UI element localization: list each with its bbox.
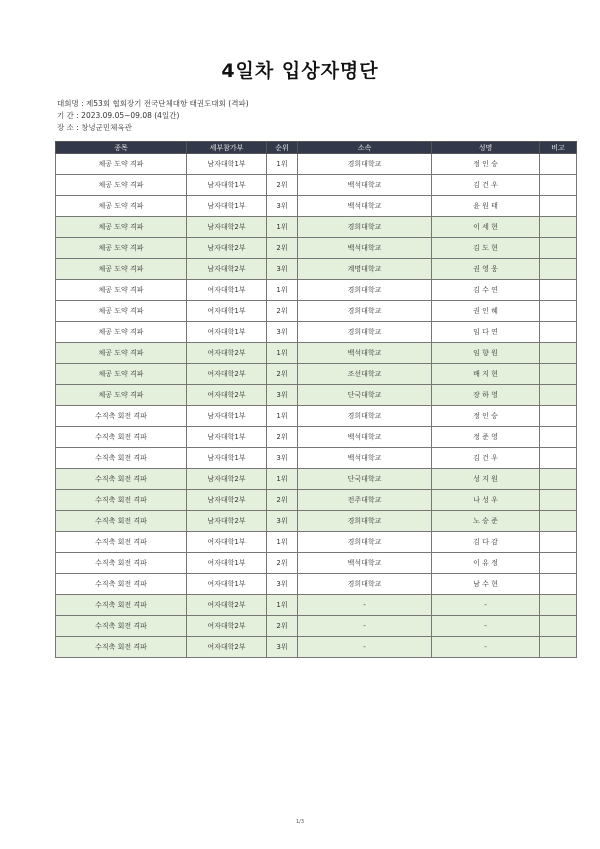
cell-team: 경희대학교 [298,574,432,595]
cell-event: 수직축 회전 격파 [56,553,187,574]
page-number: 1/3 [295,819,305,825]
cell-division: 여자대학1부 [187,532,267,553]
cell-name: 김 건 우 [432,448,540,469]
cell-name: 이 세 현 [432,217,540,238]
cell-note [540,364,577,385]
cell-division: 남자대학1부 [187,154,267,175]
cell-team: 경희대학교 [298,301,432,322]
cell-division: 남자대학2부 [187,490,267,511]
cell-team: 경희대학교 [298,217,432,238]
cell-note [540,280,577,301]
cell-note [540,301,577,322]
cell-rank: 2위 [267,427,298,448]
cell-rank: 1위 [267,406,298,427]
cell-team: 백석대학교 [298,196,432,217]
cell-note [540,469,577,490]
cell-note [540,553,577,574]
cell-name: - [432,637,540,658]
cell-division: 남자대학2부 [187,259,267,280]
cell-team: - [298,637,432,658]
cell-event: 체공 도약 격파 [56,385,187,406]
cell-event: 수직축 회전 격파 [56,511,187,532]
cell-event: 체공 도약 격파 [56,343,187,364]
cell-event: 체공 도약 격파 [56,154,187,175]
page-title: 4일차 입상자명단 [221,60,379,82]
cell-team: - [298,595,432,616]
table-row [56,280,577,301]
cell-note [540,259,577,280]
cell-event: 수직축 회전 격파 [56,595,187,616]
table-row [56,553,577,574]
cell-event: 체공 도약 격파 [56,217,187,238]
cell-name: 남 수 현 [432,574,540,595]
table-row [56,406,577,427]
cell-team: 경희대학교 [298,532,432,553]
cell-rank: 1위 [267,595,298,616]
cell-note [540,238,577,259]
cell-rank: 2위 [267,490,298,511]
table-row [56,301,577,322]
cell-event: 체공 도약 격파 [56,238,187,259]
table-row [56,490,577,511]
cell-event: 체공 도약 격파 [56,196,187,217]
cell-rank: 3위 [267,448,298,469]
cell-division: 여자대학1부 [187,553,267,574]
cell-note [540,385,577,406]
cell-name: 김 다 감 [432,532,540,553]
table-row [56,637,577,658]
table-row [56,385,577,406]
event-name: 대회명 : 제53회 협회장기 전국단체대항 태권도대회 (격파) [57,99,249,108]
cell-division: 여자대학1부 [187,322,267,343]
cell-name: 정 인 승 [432,154,540,175]
cell-division: 남자대학1부 [187,196,267,217]
header-team: 소속 [298,142,432,154]
cell-name: 배 지 현 [432,364,540,385]
cell-event: 체공 도약 격파 [56,175,187,196]
table-row [56,532,577,553]
cell-event: 수직축 회전 격파 [56,427,187,448]
cell-team: 백석대학교 [298,343,432,364]
cell-event: 수직축 회전 격파 [56,616,187,637]
table-row [56,238,577,259]
cell-note [540,343,577,364]
cell-team: - [298,616,432,637]
table-row [56,511,577,532]
cell-event: 체공 도약 격파 [56,280,187,301]
cell-name: 노 승 준 [432,511,540,532]
cell-rank: 3위 [267,322,298,343]
cell-rank: 2위 [267,364,298,385]
table-row [56,322,577,343]
cell-name: 윤 원 태 [432,196,540,217]
cell-event: 수직축 회전 격파 [56,637,187,658]
cell-rank: 3위 [267,574,298,595]
cell-name: 나 성 우 [432,490,540,511]
event-period: 기 간 : 2023.09.05~09.08 (4일간) [57,111,180,120]
event-venue: 장 소 : 창녕군민체육관 [57,123,132,132]
cell-name: 정 준 영 [432,427,540,448]
table-row [56,469,577,490]
table-row [56,574,577,595]
cell-rank: 1위 [267,280,298,301]
cell-rank: 2위 [267,175,298,196]
cell-division: 여자대학2부 [187,616,267,637]
cell-team: 경희대학교 [298,280,432,301]
cell-name: 김 건 우 [432,175,540,196]
cell-note [540,154,577,175]
cell-division: 남자대학1부 [187,448,267,469]
cell-name: 이 유 정 [432,553,540,574]
cell-note [540,217,577,238]
cell-event: 체공 도약 격파 [56,364,187,385]
header-division: 세부참가부 [187,142,267,154]
cell-note [540,574,577,595]
cell-note [540,637,577,658]
cell-note [540,196,577,217]
cell-team: 백석대학교 [298,175,432,196]
cell-team: 경희대학교 [298,511,432,532]
cell-note [540,490,577,511]
cell-event: 수직축 회전 격파 [56,406,187,427]
cell-name: 김 도 현 [432,238,540,259]
cell-division: 남자대학1부 [187,175,267,196]
cell-division: 여자대학2부 [187,637,267,658]
header-name: 성명 [432,142,540,154]
cell-team: 백석대학교 [298,427,432,448]
cell-note [540,448,577,469]
cell-name: 권 영 웅 [432,259,540,280]
table-row [56,343,577,364]
header-note: 비고 [540,142,577,154]
cell-event: 수직축 회전 격파 [56,574,187,595]
cell-division: 여자대학2부 [187,343,267,364]
header-event: 종목 [56,142,187,154]
cell-note [540,427,577,448]
cell-rank: 2위 [267,301,298,322]
table-row [56,154,577,175]
cell-division: 여자대학1부 [187,574,267,595]
cell-team: 백석대학교 [298,238,432,259]
cell-division: 남자대학1부 [187,406,267,427]
cell-team: 경희대학교 [298,406,432,427]
results-table [55,141,577,658]
cell-rank: 1위 [267,154,298,175]
cell-event: 체공 도약 격파 [56,322,187,343]
cell-name: 임 다 연 [432,322,540,343]
table-header-row [56,142,577,154]
table-row [56,196,577,217]
table-row [56,175,577,196]
cell-event: 수직축 회전 격파 [56,490,187,511]
cell-name: 김 수 연 [432,280,540,301]
cell-note [540,322,577,343]
cell-division: 여자대학1부 [187,280,267,301]
table-row [56,595,577,616]
cell-division: 남자대학2부 [187,238,267,259]
cell-rank: 2위 [267,553,298,574]
cell-name: - [432,595,540,616]
cell-team: 조선대학교 [298,364,432,385]
cell-division: 남자대학1부 [187,427,267,448]
table-row [56,217,577,238]
cell-event: 수직축 회전 격파 [56,469,187,490]
table-row [56,364,577,385]
table-row [56,259,577,280]
cell-note [540,616,577,637]
header-rank: 순위 [267,142,298,154]
cell-division: 남자대학2부 [187,469,267,490]
cell-name: 권 인 혜 [432,301,540,322]
cell-team: 단국대학교 [298,385,432,406]
cell-note [540,406,577,427]
cell-team: 단국대학교 [298,469,432,490]
event-info [57,98,249,134]
cell-rank: 2위 [267,238,298,259]
cell-division: 여자대학1부 [187,301,267,322]
cell-note [540,175,577,196]
cell-team: 전주대학교 [298,490,432,511]
cell-division: 남자대학2부 [187,217,267,238]
cell-rank: 3위 [267,259,298,280]
table-row [56,616,577,637]
cell-rank: 1위 [267,532,298,553]
cell-name: 성 지 원 [432,469,540,490]
cell-division: 남자대학2부 [187,511,267,532]
cell-event: 수직축 회전 격파 [56,532,187,553]
table-row [56,448,577,469]
cell-team: 경희대학교 [298,322,432,343]
cell-division: 여자대학2부 [187,385,267,406]
cell-rank: 1위 [267,469,298,490]
cell-rank: 1위 [267,217,298,238]
cell-note [540,595,577,616]
cell-rank: 3위 [267,637,298,658]
cell-rank: 2위 [267,616,298,637]
cell-note [540,532,577,553]
cell-division: 여자대학2부 [187,595,267,616]
cell-name: 장 하 영 [432,385,540,406]
cell-team: 백석대학교 [298,553,432,574]
cell-rank: 3위 [267,511,298,532]
cell-team: 경희대학교 [298,154,432,175]
cell-rank: 3위 [267,385,298,406]
cell-division: 여자대학2부 [187,364,267,385]
cell-rank: 1위 [267,343,298,364]
cell-team: 백석대학교 [298,448,432,469]
cell-team: 계명대학교 [298,259,432,280]
cell-note [540,511,577,532]
cell-name: 정 인 승 [432,406,540,427]
cell-name: 임 향 원 [432,343,540,364]
cell-event: 체공 도약 격파 [56,301,187,322]
table-row [56,427,577,448]
cell-name: - [432,616,540,637]
cell-event: 체공 도약 격파 [56,259,187,280]
cell-rank: 3위 [267,196,298,217]
cell-event: 수직축 회전 격파 [56,448,187,469]
